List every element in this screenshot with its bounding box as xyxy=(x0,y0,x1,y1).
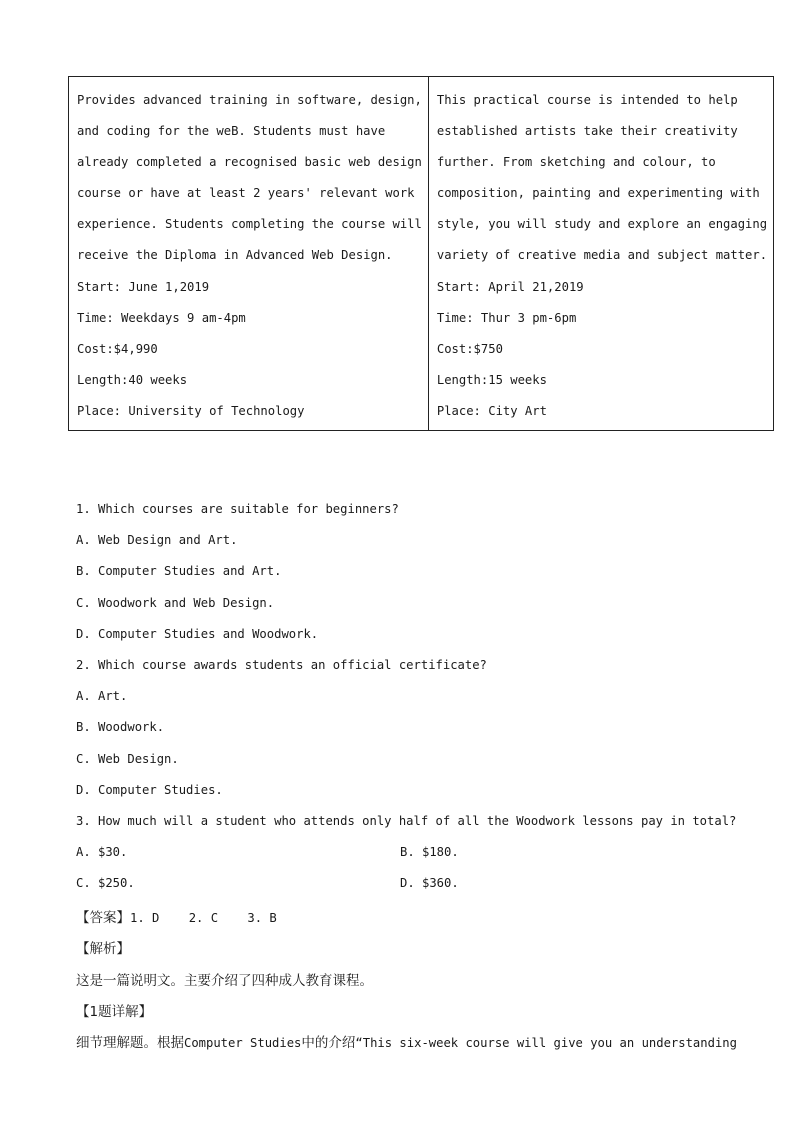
question-1-option-c: C. Woodwork and Web Design. xyxy=(76,596,275,610)
question-1-option-a: A. Web Design and Art. xyxy=(76,533,238,547)
cell-line: receive the Diploma in Advanced Web Design. xyxy=(77,248,393,263)
cell-line: course or have at least 2 years' relevant work xyxy=(77,186,415,201)
course-table xyxy=(68,76,774,431)
art-cell xyxy=(428,77,773,431)
question-1-option-d: D. Computer Studies and Woodwork. xyxy=(76,627,319,641)
analysis-text: 这是一篇说明文。主要介绍了四种成人教育课程。 xyxy=(76,973,373,989)
detail-1-text-cn: 细节理解题。根据 xyxy=(76,1035,184,1051)
detail-1-text xyxy=(76,1031,737,1051)
cell-line: composition, painting and experimenting with xyxy=(436,186,760,201)
question-3-option-b: B. $180. xyxy=(400,845,459,859)
detail-1-text-course: Computer Studies xyxy=(184,1036,302,1050)
question-2-option-d: D. Computer Studies. xyxy=(76,783,223,797)
cell-line: and coding for the weB. Students must have xyxy=(77,124,386,139)
question-1-option-b: B. Computer Studies and Art. xyxy=(76,564,282,578)
cell-line: style, you will study and explore an engaging xyxy=(436,217,768,232)
detail-1-text-cn2: 中的介绍 xyxy=(301,1035,356,1051)
answer-label: 【答案】 xyxy=(76,910,130,926)
length: Length:15 weeks xyxy=(436,372,547,387)
detail-1-label: 【1题详解】 xyxy=(76,1004,153,1020)
cost: Cost:$4,990 xyxy=(77,341,158,356)
analysis-label: 【解析】 xyxy=(76,941,130,957)
place: Place: City Art xyxy=(436,403,547,418)
time: Time: Weekdays 9 am-4pm xyxy=(77,310,246,325)
question-2: 2. Which course awards students an official certificate? xyxy=(76,658,487,672)
cost: Cost:$750 xyxy=(436,341,503,356)
answer-line xyxy=(76,906,277,926)
length: Length:40 weeks xyxy=(77,372,188,387)
question-2-option-b: B. Woodwork. xyxy=(76,720,165,734)
cell-line: experience. Students completing the course will xyxy=(77,217,422,232)
question-2-option-a: A. Art. xyxy=(76,689,128,703)
question-1: 1. Which courses are suitable for beginners? xyxy=(76,502,399,516)
cell-line: established artists take their creativity xyxy=(436,124,738,139)
cell-line: further. From sketching and colour, to xyxy=(436,155,716,170)
start-date: Start: June 1,2019 xyxy=(77,279,210,294)
answer-values: 1. D 2. C 3. B xyxy=(130,911,277,925)
question-3: 3. How much will a student who attends only half of all the Woodwork lessons pay in total? xyxy=(76,814,737,828)
question-2-option-c: C. Web Design. xyxy=(76,752,179,766)
web-design-cell xyxy=(69,77,429,431)
time: Time: Thur 3 pm-6pm xyxy=(436,310,577,325)
place: Place: University of Technology xyxy=(77,403,305,418)
question-3-option-d: D. $360. xyxy=(400,876,459,890)
question-3-option-c: C. $250. xyxy=(76,876,135,890)
detail-1-quote: “This six-week course will give you an understanding xyxy=(355,1036,737,1050)
cell-line: already completed a recognised basic web design xyxy=(77,155,422,170)
start-date: Start: April 21,2019 xyxy=(436,279,584,294)
question-3-option-a: A. $30. xyxy=(76,845,128,859)
cell-line: Provides advanced training in software, design, xyxy=(77,93,422,107)
cell-line: variety of creative media and subject matter. xyxy=(436,248,768,263)
cell-line: This practical course is intended to help xyxy=(436,93,738,107)
